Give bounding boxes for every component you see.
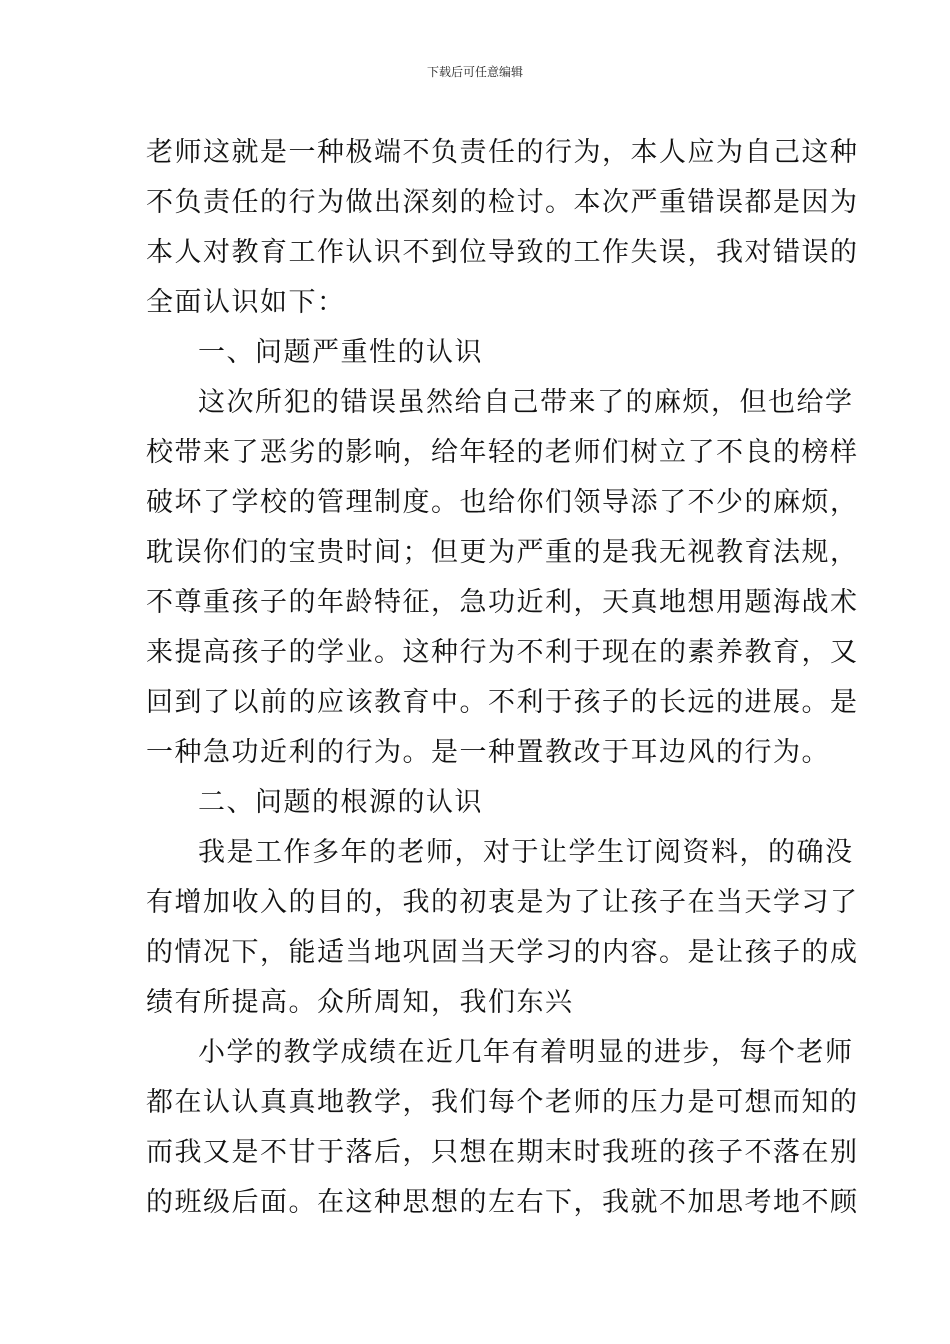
body-line: 校带来了恶劣的影响，给年轻的老师们树立了不良的榜样 [146, 437, 859, 468]
section-heading-severity: 一、问题严重性的认识 [198, 337, 483, 368]
body-line: 回到了以前的应该教育中。不利于孩子的长远的进展。是 [146, 687, 859, 718]
body-line: 绩有所提高。众所周知，我们东兴 [146, 987, 574, 1018]
body-line: 全面认识如下： [146, 287, 346, 318]
body-line: 的班级后面。在这种思想的左右下，我就不加思考地不顾 [146, 1187, 859, 1218]
body-line: 不负责任的行为做出深刻的检讨。本次严重错误都是因为 [146, 187, 859, 218]
section-heading-root-cause: 二、问题的根源的认识 [198, 787, 483, 818]
body-line: 有增加收入的目的，我的初衷是为了让孩子在当天学习了 [146, 887, 859, 918]
body-line: 一种急功近利的行为。是一种置教改于耳边风的行为。 [146, 737, 830, 768]
body-line: 都在认认真真地教学，我们每个老师的压力是可想而知的 [146, 1087, 859, 1118]
page-header: 下载后可任意编辑 [426, 65, 523, 79]
body-line: 的情况下，能适当地巩固当天学习的内容。是让孩子的成 [146, 937, 859, 968]
paragraph-start-line: 我是工作多年的老师，对于让学生订阅资料，的确没 [198, 837, 854, 868]
body-line: 而我又是不甘于落后，只想在期末时我班的孩子不落在别 [146, 1137, 859, 1168]
body-line: 不尊重孩子的年龄特征，急功近利，天真地想用题海战术 [146, 587, 859, 618]
paragraph-start-line: 这次所犯的错误虽然给自己带来了的麻烦，但也给学 [198, 387, 854, 418]
paragraph-start-line: 小学的教学成绩在近几年有着明显的进步，每个老师 [198, 1037, 854, 1068]
body-line: 耽误你们的宝贵时间；但更为严重的是我无视教育法规， [146, 537, 859, 568]
body-line: 破坏了学校的管理制度。也给你们领导添了不少的麻烦， [146, 487, 859, 518]
body-line: 本人对教育工作认识不到位导致的工作失误，我对错误的 [146, 237, 859, 268]
document-body [146, 128, 859, 1228]
body-line: 来提高孩子的学业。这种行为不利于现在的素养教育，又 [146, 637, 859, 668]
body-line: 老师这就是一种极端不负责任的行为，本人应为自己这种 [146, 137, 859, 168]
